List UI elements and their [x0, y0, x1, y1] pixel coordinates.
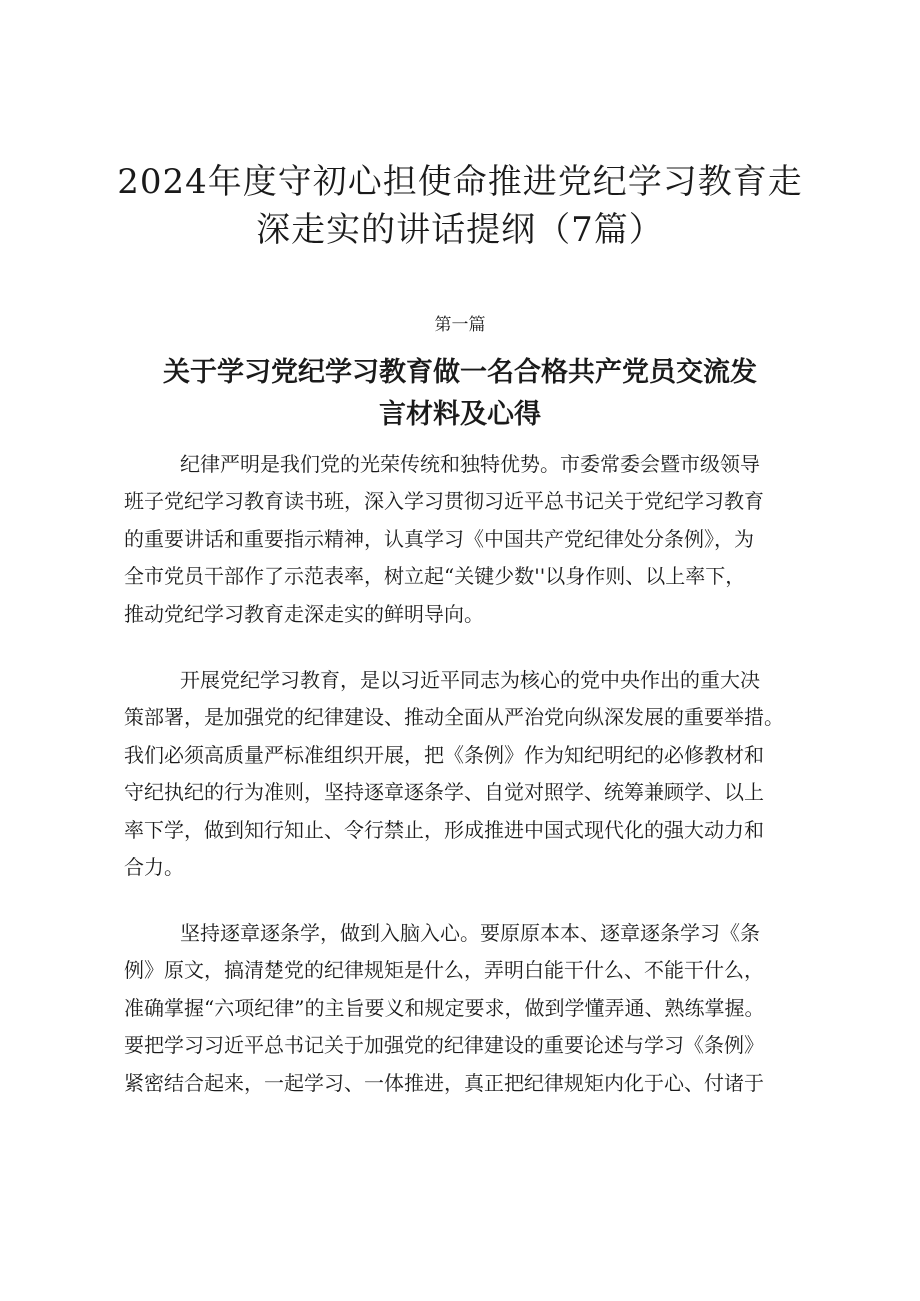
section-title-line: 关于学习党纪学习教育做一名合格共产党员交流发	[163, 357, 757, 388]
paragraph-line: 班子党纪学习教育读书班，深入学习贯彻习近平总书记关于党纪学习教育	[124, 489, 764, 514]
section-title-line: 言材料及心得	[379, 399, 541, 430]
paragraph-line: 开展党纪学习教育，是以习近平同志为核心的党中央作出的重大决	[180, 668, 760, 692]
paragraph-line: 纪律严明是我们党的光荣传统和独特优势。市委常委会暨市级领导	[180, 452, 760, 476]
paragraph-line: 率下学，做到知行知止、令行禁止，形成推进中国式现代化的强大动力和	[124, 817, 764, 842]
paragraph-line: 合力。	[124, 855, 184, 880]
section-label: 第一篇	[434, 315, 486, 335]
document-title-line: 深走实的讲话提纲（7篇）	[256, 210, 664, 250]
paragraph-line: 坚持逐章逐条学，做到入脑入心。要原原本本、逐章逐条学习《条	[180, 921, 760, 945]
paragraph-line: 紧密结合起来，一起学习、一体推进，真正把纪律规矩内化于心、付诸于	[124, 1070, 764, 1095]
paragraph-line: 准确掌握“六项纪律”的主旨要义和规定要求，做到学懂弄通、熟练掌握。	[124, 995, 765, 1020]
section-title	[110, 352, 810, 436]
paragraph-line: 全市党员干部作了示范表率，树立起“关键少数''以身作则、以上率下，	[124, 564, 746, 589]
paragraph-line: 的重要讲话和重要指示精神，认真学习《中国共产党纪律处分条例》，为	[124, 526, 754, 551]
body-paragraph	[124, 915, 812, 1102]
paragraph-line: 推动党纪学习教育走深走实的鲜明导向。	[124, 601, 484, 626]
body-paragraph	[124, 446, 812, 633]
document-title	[110, 158, 810, 254]
paragraph-line: 我们必须高质量严标准组织开展，把《条例》作为知纪明纪的必修教材和	[124, 742, 764, 767]
body-paragraph	[124, 662, 812, 886]
paragraph-line: 要把学习习近平总书记关于加强党的纪律建设的重要论述与学习《条例》	[124, 1033, 764, 1058]
paragraph-line: 策部署，是加强党的纪律建设、推动全面从严治党向纵深发展的重要举措。	[124, 705, 784, 730]
document-title-line: 2024年度守初心担使命推进党纪学习教育走	[117, 162, 803, 202]
paragraph-line: 守纪执纪的行为准则，坚持逐章逐条学、自觉对照学、统筹兼顾学、以上	[124, 780, 764, 805]
paragraph-line: 例》原文，搞清楚党的纪律规矩是什么，弄明白能干什么、不能干什么，	[124, 958, 764, 983]
